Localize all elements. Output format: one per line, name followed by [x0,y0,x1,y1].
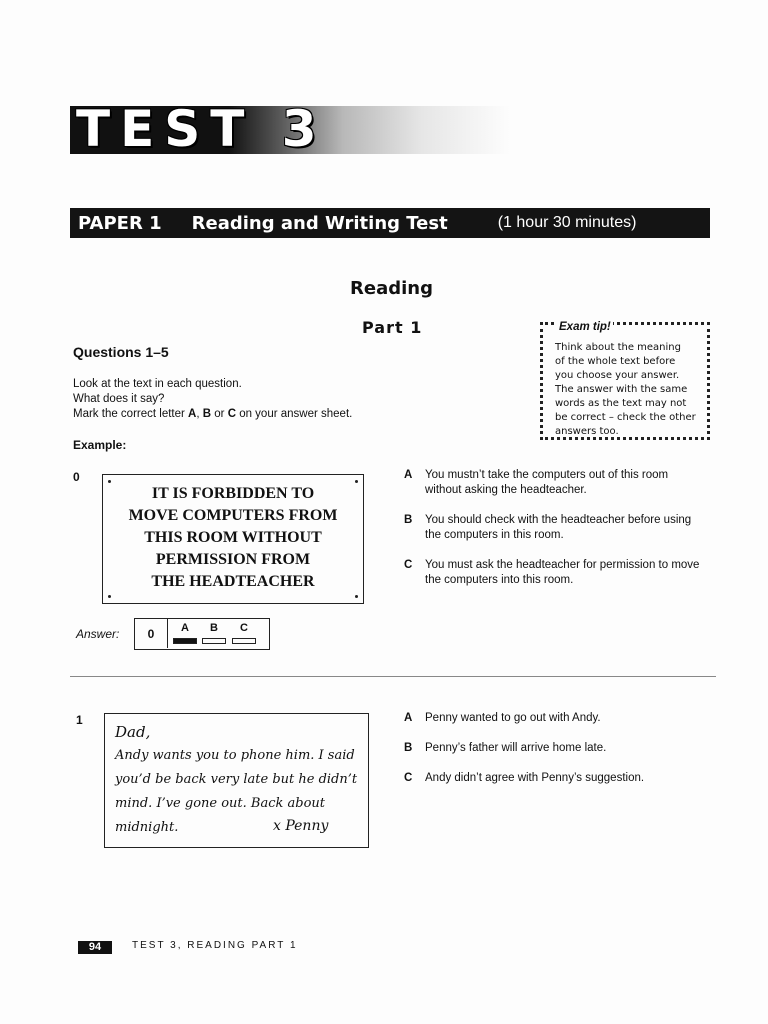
exam-tip-line: Think about the meaning [555,342,681,353]
example-label: Example: [73,438,127,452]
option-text: You mustn’t take the computers out of this room without asking the headteacher. [425,469,669,496]
option-text: Penny’s father will arrive home late. [425,742,607,754]
example-number: 0 [73,470,80,484]
exam-tip-line: The answer with the same [555,384,688,395]
answer-grid [134,618,270,650]
instruction-line: What does it say? [73,393,165,405]
instructions [73,377,352,422]
question1-option-a [404,711,704,726]
note-signature: x Penny [273,818,329,834]
question1-option-b [404,741,704,756]
paper-header-bar [70,208,710,238]
exam-tip-body [555,341,707,439]
page-number: 94 [78,941,112,954]
option-letter: A [404,469,413,481]
option-letter: B [404,514,413,526]
option-text: Andy didn’t agree with Penny’s suggestion. [425,772,645,784]
section-heading: Reading [350,278,433,299]
answer-choice-b[interactable] [201,622,227,644]
notice-dot [108,595,111,598]
notice-line: THIS ROOM WITHOUT [144,529,322,546]
answer-bubble-filled[interactable] [173,638,197,644]
notice-line: MOVE COMPUTERS FROM [128,507,338,524]
paper-name: Reading and Writing Test [191,212,448,234]
instruction-line: Look at the text in each question. [73,378,242,390]
option-letter: B [404,742,413,754]
running-footer: TEST 3, READING PART 1 [132,940,298,951]
paper-duration: (1 hour 30 minutes) [497,214,637,231]
question1-option-c [404,771,704,786]
notice-line: IT IS FORBIDDEN TO [151,485,315,502]
exam-tip-line: of the whole text before [555,356,676,367]
answer-bubble[interactable] [232,638,256,644]
example-option-b [404,513,704,543]
instruction-mark-line: Mark the correct letter A, B or C on your answer sheet. [73,408,353,420]
paper-number: PAPER 1 [78,212,162,234]
option-text: You should check with the headteacher before using the computers in this room. [425,514,692,541]
exam-tip-line: words as the text may not [555,398,687,409]
option-letter: A [404,712,413,724]
exam-tip-line: answers too. [555,426,619,437]
answer-choice-c[interactable] [231,622,257,644]
exam-tip-title: Exam tip! [559,321,611,333]
questions-title: Questions 1–5 [73,344,169,360]
answer-bubble[interactable] [202,638,226,644]
section-divider [70,676,716,677]
notice-text [103,483,363,593]
exam-tip-line: you choose your answer. [555,370,680,381]
option-text: Penny wanted to go out with Andy. [425,712,601,724]
answer-letter: C [240,622,248,634]
answer-number: 0 [135,619,168,648]
exam-tip-line: be correct – check the other [555,412,696,423]
handwritten-note [104,713,369,848]
answer-choice-a[interactable] [172,622,198,644]
answer-letter: B [210,622,218,634]
note-line: midnight. [115,820,179,835]
answer-letter: A [181,622,189,634]
note-line: mind. I’ve gone out. Back about [115,796,326,811]
note-line: Dad, [115,723,151,741]
option-text: You must ask the headteacher for permission to move the computers into this room. [425,559,700,586]
notice-line: THE HEADTEACHER [151,573,315,590]
example-option-a [404,468,704,498]
example-option-c [404,558,704,588]
exam-tip-box [540,322,710,440]
note-line: you’d be back very late but he didn’t [115,772,358,787]
question-number: 1 [76,713,83,727]
notice-line: PERMISSION FROM [155,551,311,568]
note-line: Andy wants you to phone him. I said [115,748,355,763]
option-letter: C [404,559,413,571]
test-title: TEST 3 [76,100,327,158]
answer-label: Answer: [76,627,120,641]
option-letter: C [404,772,413,784]
notice-dot [355,595,358,598]
part-heading: Part 1 [362,318,423,337]
notice-sign [102,474,364,604]
